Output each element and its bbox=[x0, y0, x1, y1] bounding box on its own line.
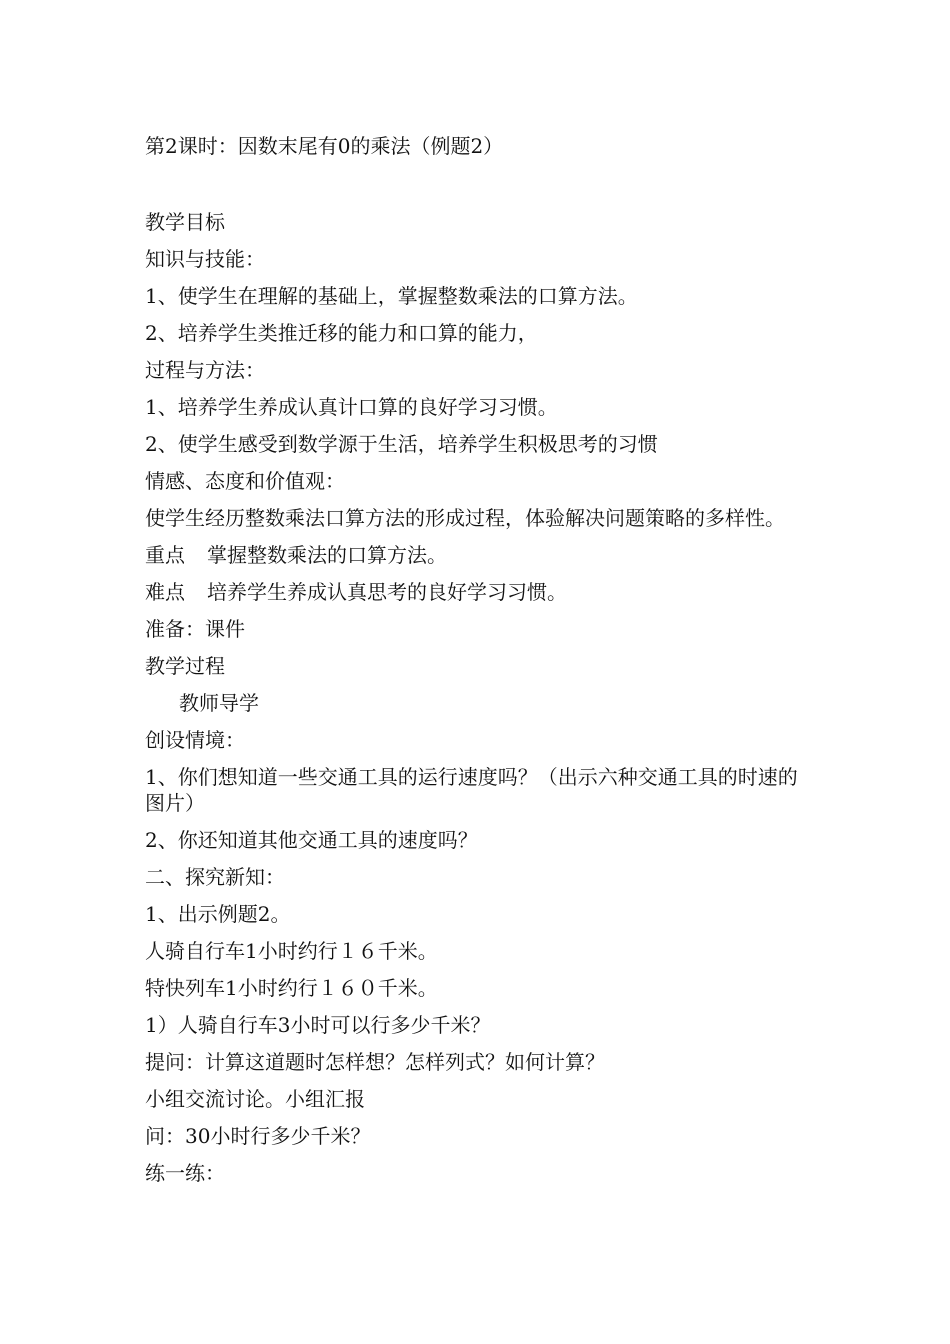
difficulty-label: 难点 bbox=[145, 580, 185, 604]
group-discussion: 小组交流讨论。小组汇报 bbox=[145, 1087, 365, 1111]
explore-item-1: 1、出示例题2。 bbox=[145, 902, 291, 926]
train-fact: 特快列车1小时约行１６０千米。 bbox=[145, 976, 438, 1000]
key-text: 掌握整数乘法的口算方法。 bbox=[207, 543, 447, 567]
scenario-item-1: 1、你们想知道一些交通工具的运行速度吗？（出示六种交通工具的时速的图片） bbox=[145, 765, 798, 815]
preparation: 准备：课件 bbox=[145, 617, 245, 641]
bike-fact: 人骑自行车1小时约行１６千米。 bbox=[145, 939, 438, 963]
scenario-heading: 创设情境： bbox=[145, 728, 245, 752]
difficulty-text: 培养学生养成认真思考的良好学习习惯。 bbox=[207, 580, 567, 604]
process-item-2: 2、使学生感受到数学源于生活，培养学生积极思考的习惯 bbox=[145, 432, 658, 456]
knowledge-item-2: 2、培养学生类推迁移的能力和口算的能力， bbox=[145, 321, 538, 345]
process-heading: 过程与方法： bbox=[145, 358, 265, 382]
knowledge-item-1: 1、使学生在理解的基础上，掌握整数乘法的口算方法。 bbox=[145, 284, 638, 308]
emotion-text: 使学生经历整数乘法口算方法的形成过程，体验解决问题策略的多样性。 bbox=[145, 506, 785, 530]
emotion-heading: 情感、态度和价值观： bbox=[145, 469, 345, 493]
ask-question: 提问：计算这道题时怎样想？怎样列式？如何计算？ bbox=[145, 1050, 605, 1074]
practice-heading: 练一练： bbox=[145, 1161, 225, 1185]
question-30-hours: 问：30小时行多少千米？ bbox=[145, 1124, 371, 1148]
scenario-item-2: 2、你还知道其他交通工具的速度吗？ bbox=[145, 828, 478, 852]
process-item-1: 1、培养学生养成认真计口算的良好学习习惯。 bbox=[145, 395, 558, 419]
knowledge-heading: 知识与技能： bbox=[145, 247, 265, 271]
goal-heading: 教学目标 bbox=[145, 210, 225, 234]
key-point bbox=[145, 542, 815, 568]
document-body bbox=[145, 133, 815, 1197]
teacher-guide: 教师导学 bbox=[179, 691, 259, 715]
lesson-title: 第2课时：因数末尾有0的乘法（例题2） bbox=[145, 134, 504, 158]
question-1: 1）人骑自行车3小时可以行多少千米？ bbox=[145, 1013, 491, 1037]
difficulty-point bbox=[145, 579, 815, 605]
key-label: 重点 bbox=[145, 543, 185, 567]
process-main-heading: 教学过程 bbox=[145, 654, 225, 678]
explore-heading: 二、探究新知： bbox=[145, 865, 285, 889]
